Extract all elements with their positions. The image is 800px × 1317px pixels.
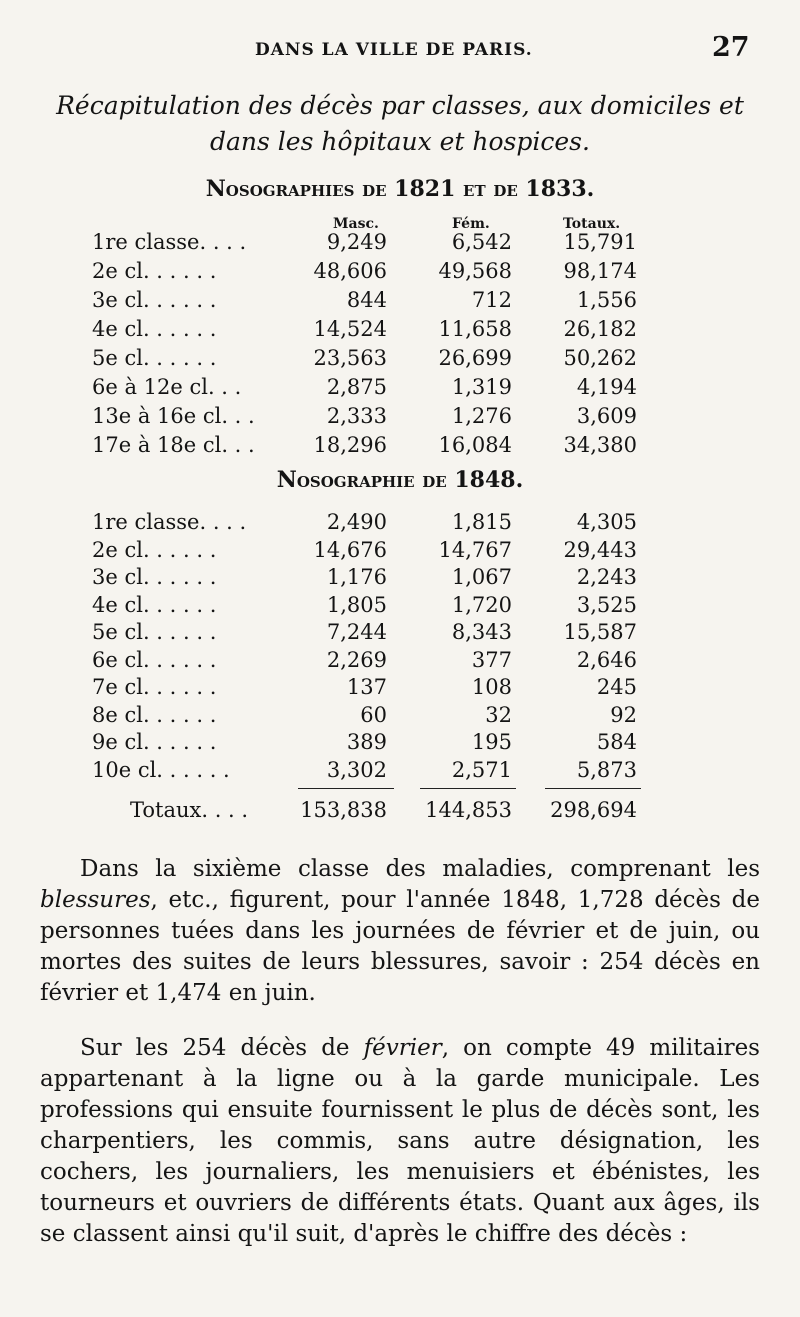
column-header-masc: Masc.	[333, 216, 379, 232]
cell-masc: 2,333	[326, 404, 387, 428]
table-row	[0, 758, 800, 788]
totals-rule-total	[545, 788, 641, 789]
table-row	[0, 620, 800, 650]
cell-masc: 2,490	[326, 510, 387, 534]
cell-fem: 1,319	[451, 375, 512, 399]
cell-masc: 18,296	[313, 433, 387, 457]
cell-total: 34,380	[563, 433, 637, 457]
cell-fem: 377	[471, 647, 512, 672]
cell-masc: 14,676	[313, 537, 387, 562]
cell-fem: 1,815	[451, 510, 512, 534]
cell-total: 15,587	[563, 620, 637, 644]
row-label: 8e cl. . . . . .	[92, 702, 217, 727]
cell-fem: 1,067	[451, 565, 512, 589]
table-row	[0, 288, 800, 318]
row-label: 5e cl. . . . . .	[92, 620, 217, 644]
paragraph-2-text-a: Sur les 254 décès de	[80, 1035, 364, 1061]
cell-masc: 23,563	[313, 346, 387, 370]
page-header	[0, 32, 800, 72]
section-heading-1821-1833: Nosographies de 1821 et de 1833.	[205, 176, 595, 202]
table-row	[0, 259, 800, 289]
cell-fem: 195	[471, 730, 512, 754]
cell-fem: 1,720	[451, 592, 512, 617]
cell-masc: 1,176	[326, 565, 387, 589]
paragraph-1	[40, 854, 760, 1009]
row-label: 1re classe. . . .	[92, 230, 247, 254]
cell-total: 584	[596, 730, 637, 754]
row-label: 3e cl. . . . . .	[92, 565, 217, 589]
cell-fem: 1,276	[451, 404, 512, 428]
table-row	[0, 565, 800, 595]
page-title: Récapitulation des décès par classes, aux domiciles et dans les hôpitaux et hospices.	[56, 91, 744, 156]
cell-masc: 60	[360, 702, 387, 727]
cell-fem: 11,658	[438, 317, 512, 341]
table-row	[0, 433, 800, 463]
table-row	[0, 317, 800, 347]
cell-total: 15,791	[563, 230, 637, 254]
cell-fem: 712	[471, 288, 512, 312]
column-header-fem: Fém.	[452, 216, 490, 232]
totals-row	[0, 798, 800, 828]
cell-total: 2,243	[576, 565, 637, 589]
totals-masc: 153,838	[300, 798, 387, 822]
table-row	[0, 730, 800, 760]
page-number: 27	[712, 32, 750, 63]
cell-total: 2,646	[576, 647, 637, 672]
cell-fem: 14,767	[438, 537, 512, 562]
row-label: 13e à 16e cl. . .	[92, 404, 255, 428]
table-row	[0, 404, 800, 434]
row-label: 3e cl. . . . . .	[92, 288, 217, 312]
table-row	[0, 593, 800, 623]
table-row	[0, 648, 800, 678]
paragraph-1-italic: blessures	[40, 887, 151, 913]
totals-total: 298,694	[550, 798, 637, 822]
row-label: 1re classe. . . .	[92, 510, 247, 534]
cell-masc: 48,606	[313, 259, 387, 283]
row-label: 5e cl. . . . . .	[92, 346, 217, 370]
table-row	[0, 375, 800, 405]
cell-masc: 2,875	[326, 375, 387, 399]
cell-fem: 32	[485, 702, 512, 727]
table-row	[0, 510, 800, 540]
table-row	[0, 538, 800, 568]
table-row	[0, 346, 800, 376]
cell-fem: 16,084	[438, 433, 512, 457]
row-label: 2e cl. . . . . .	[92, 259, 217, 283]
cell-total: 50,262	[563, 346, 637, 370]
table-row	[0, 230, 800, 260]
cell-total: 4,305	[576, 510, 637, 534]
section-heading-1848: Nosographie de 1848.	[276, 467, 524, 493]
cell-fem: 49,568	[438, 259, 512, 283]
paragraph-2-italic: février	[363, 1035, 442, 1061]
cell-fem: 6,542	[451, 230, 512, 254]
row-label: 10e cl. . . . . .	[92, 757, 230, 782]
cell-total: 26,182	[563, 317, 637, 341]
cell-masc: 844	[346, 288, 387, 312]
totals-rule-masc	[298, 788, 394, 789]
cell-fem: 2,571	[451, 757, 512, 782]
cell-masc: 1,805	[326, 592, 387, 617]
cell-masc: 137	[346, 675, 387, 699]
paragraph-1-text-a: Dans la sixième classe des maladies, comprenant les	[80, 856, 760, 882]
totals-rule-fem	[420, 788, 516, 789]
cell-total: 98,174	[563, 259, 637, 283]
cell-total: 245	[596, 675, 637, 699]
row-label: 4e cl. . . . . .	[92, 592, 217, 617]
row-label: 17e à 18e cl. . .	[92, 433, 255, 457]
cell-total: 3,609	[576, 404, 637, 428]
cell-total: 4,194	[576, 375, 637, 399]
cell-masc: 389	[346, 730, 387, 754]
cell-total: 5,873	[576, 757, 637, 782]
cell-total: 92	[610, 702, 637, 727]
paragraph-1-text-b: , etc., figurent, pour l'année 1848, 1,728 décès de personnes tuées dans les journées de février et de juin, ou mortes des suites de leurs blessures, savoir : 254 décès en février et 1,474 en juin.	[40, 887, 760, 1006]
cell-masc: 3,302	[326, 757, 387, 782]
cell-masc: 7,244	[326, 620, 387, 644]
paragraph-2	[40, 1033, 760, 1250]
row-label: 2e cl. . . . . .	[92, 537, 217, 562]
paragraph-2-text-b: , on compte 49 militaires appartenant à la ligne ou à la garde municipale. Les professions qui ensuite fournissent le plus de décès sont, les charpentiers, les commis, sans autre désignation, les cochers, les journaliers, les menuisiers et ébénistes, les tourneurs et ouvriers de différents états. Quant aux âges, ils se classent ainsi qu'il suit, d'après le chiffre des décès :	[40, 1035, 760, 1247]
row-label: 6e à 12e cl. . .	[92, 375, 242, 399]
cell-fem: 108	[471, 675, 512, 699]
cell-masc: 14,524	[313, 317, 387, 341]
cell-masc: 9,249	[326, 230, 387, 254]
table-row	[0, 703, 800, 733]
row-label: 7e cl. . . . . .	[92, 675, 217, 699]
totals-fem: 144,853	[425, 798, 512, 822]
row-label: 6e cl. . . . . .	[92, 647, 217, 672]
totals-label: Totaux. . . .	[130, 798, 249, 822]
cell-total: 29,443	[563, 537, 637, 562]
cell-fem: 8,343	[451, 620, 512, 644]
cell-total: 1,556	[576, 288, 637, 312]
cell-fem: 26,699	[438, 346, 512, 370]
row-label: 9e cl. . . . . .	[92, 730, 217, 754]
row-label: 4e cl. . . . . .	[92, 317, 217, 341]
column-header-totaux: Totaux.	[563, 216, 621, 232]
table-row	[0, 675, 800, 705]
cell-masc: 2,269	[326, 647, 387, 672]
running-head: DANS LA VILLE DE PARIS.	[255, 40, 533, 60]
cell-total: 3,525	[576, 592, 637, 617]
